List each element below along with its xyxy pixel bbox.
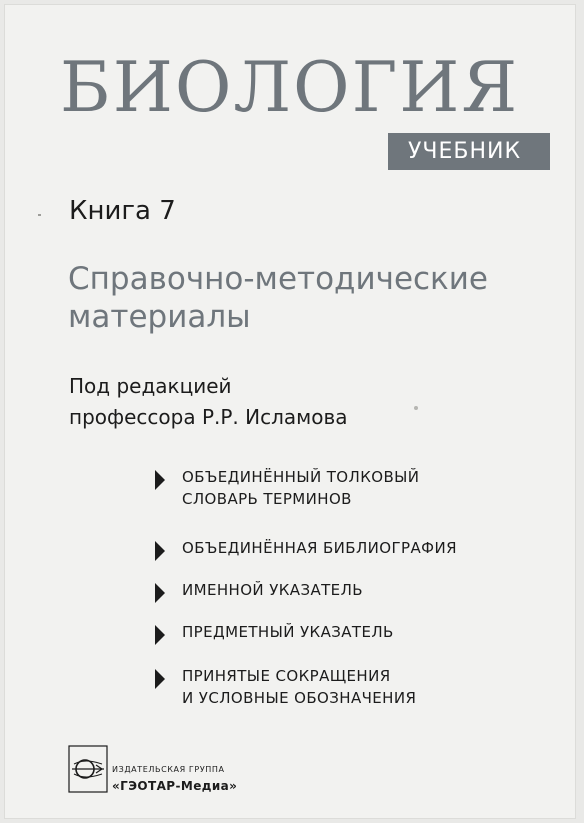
list-item-line-2: И УСЛОВНЫЕ ОБОЗНАЧЕНИЯ (182, 689, 417, 707)
book-number: Книга 7 (69, 196, 176, 226)
triangle-bullet-icon (155, 625, 165, 645)
triangle-bullet-icon (155, 541, 165, 561)
publisher-group-label: ИЗДАТЕЛЬСКАЯ ГРУППА (112, 765, 225, 774)
book-cover (4, 4, 576, 819)
volume-title: Справочно-методические материалы (68, 261, 488, 335)
triangle-bullet-icon (155, 669, 165, 689)
triangle-bullet-icon (155, 583, 165, 603)
list-item-line-1: ПРЕДМЕТНЫЙ УКАЗАТЕЛЬ (182, 623, 394, 641)
list-item-line-1: ОБЪЕДИНЁННЫЙ ТОЛКОВЫЙ (182, 468, 420, 486)
publisher-logo-icon (68, 745, 108, 793)
list-item-line-1: ОБЪЕДИНЁННАЯ БИБЛИОГРАФИЯ (182, 539, 457, 557)
publisher-name: «ГЭОТАР-Медиа» (112, 779, 238, 793)
surface-speck (414, 406, 418, 410)
publisher-block (68, 742, 258, 802)
editor-credit (69, 371, 489, 433)
book-title-main: БИОЛОГИЯ (60, 48, 520, 128)
editor-line-2: профессора Р.Р. Исламова (69, 405, 348, 429)
list-item-line-2: СЛОВАРЬ ТЕРМИНОВ (182, 490, 352, 508)
list-item-line-1: ПРИНЯТЫЕ СОКРАЩЕНИЯ (182, 667, 391, 685)
list-item-line-1: ИМЕННОЙ УКАЗАТЕЛЬ (182, 581, 363, 599)
subtitle-label: УЧЕБНИК (408, 139, 522, 164)
surface-mark (38, 214, 41, 216)
triangle-bullet-icon (155, 470, 165, 490)
editor-line-1: Под редакцией (69, 374, 232, 398)
